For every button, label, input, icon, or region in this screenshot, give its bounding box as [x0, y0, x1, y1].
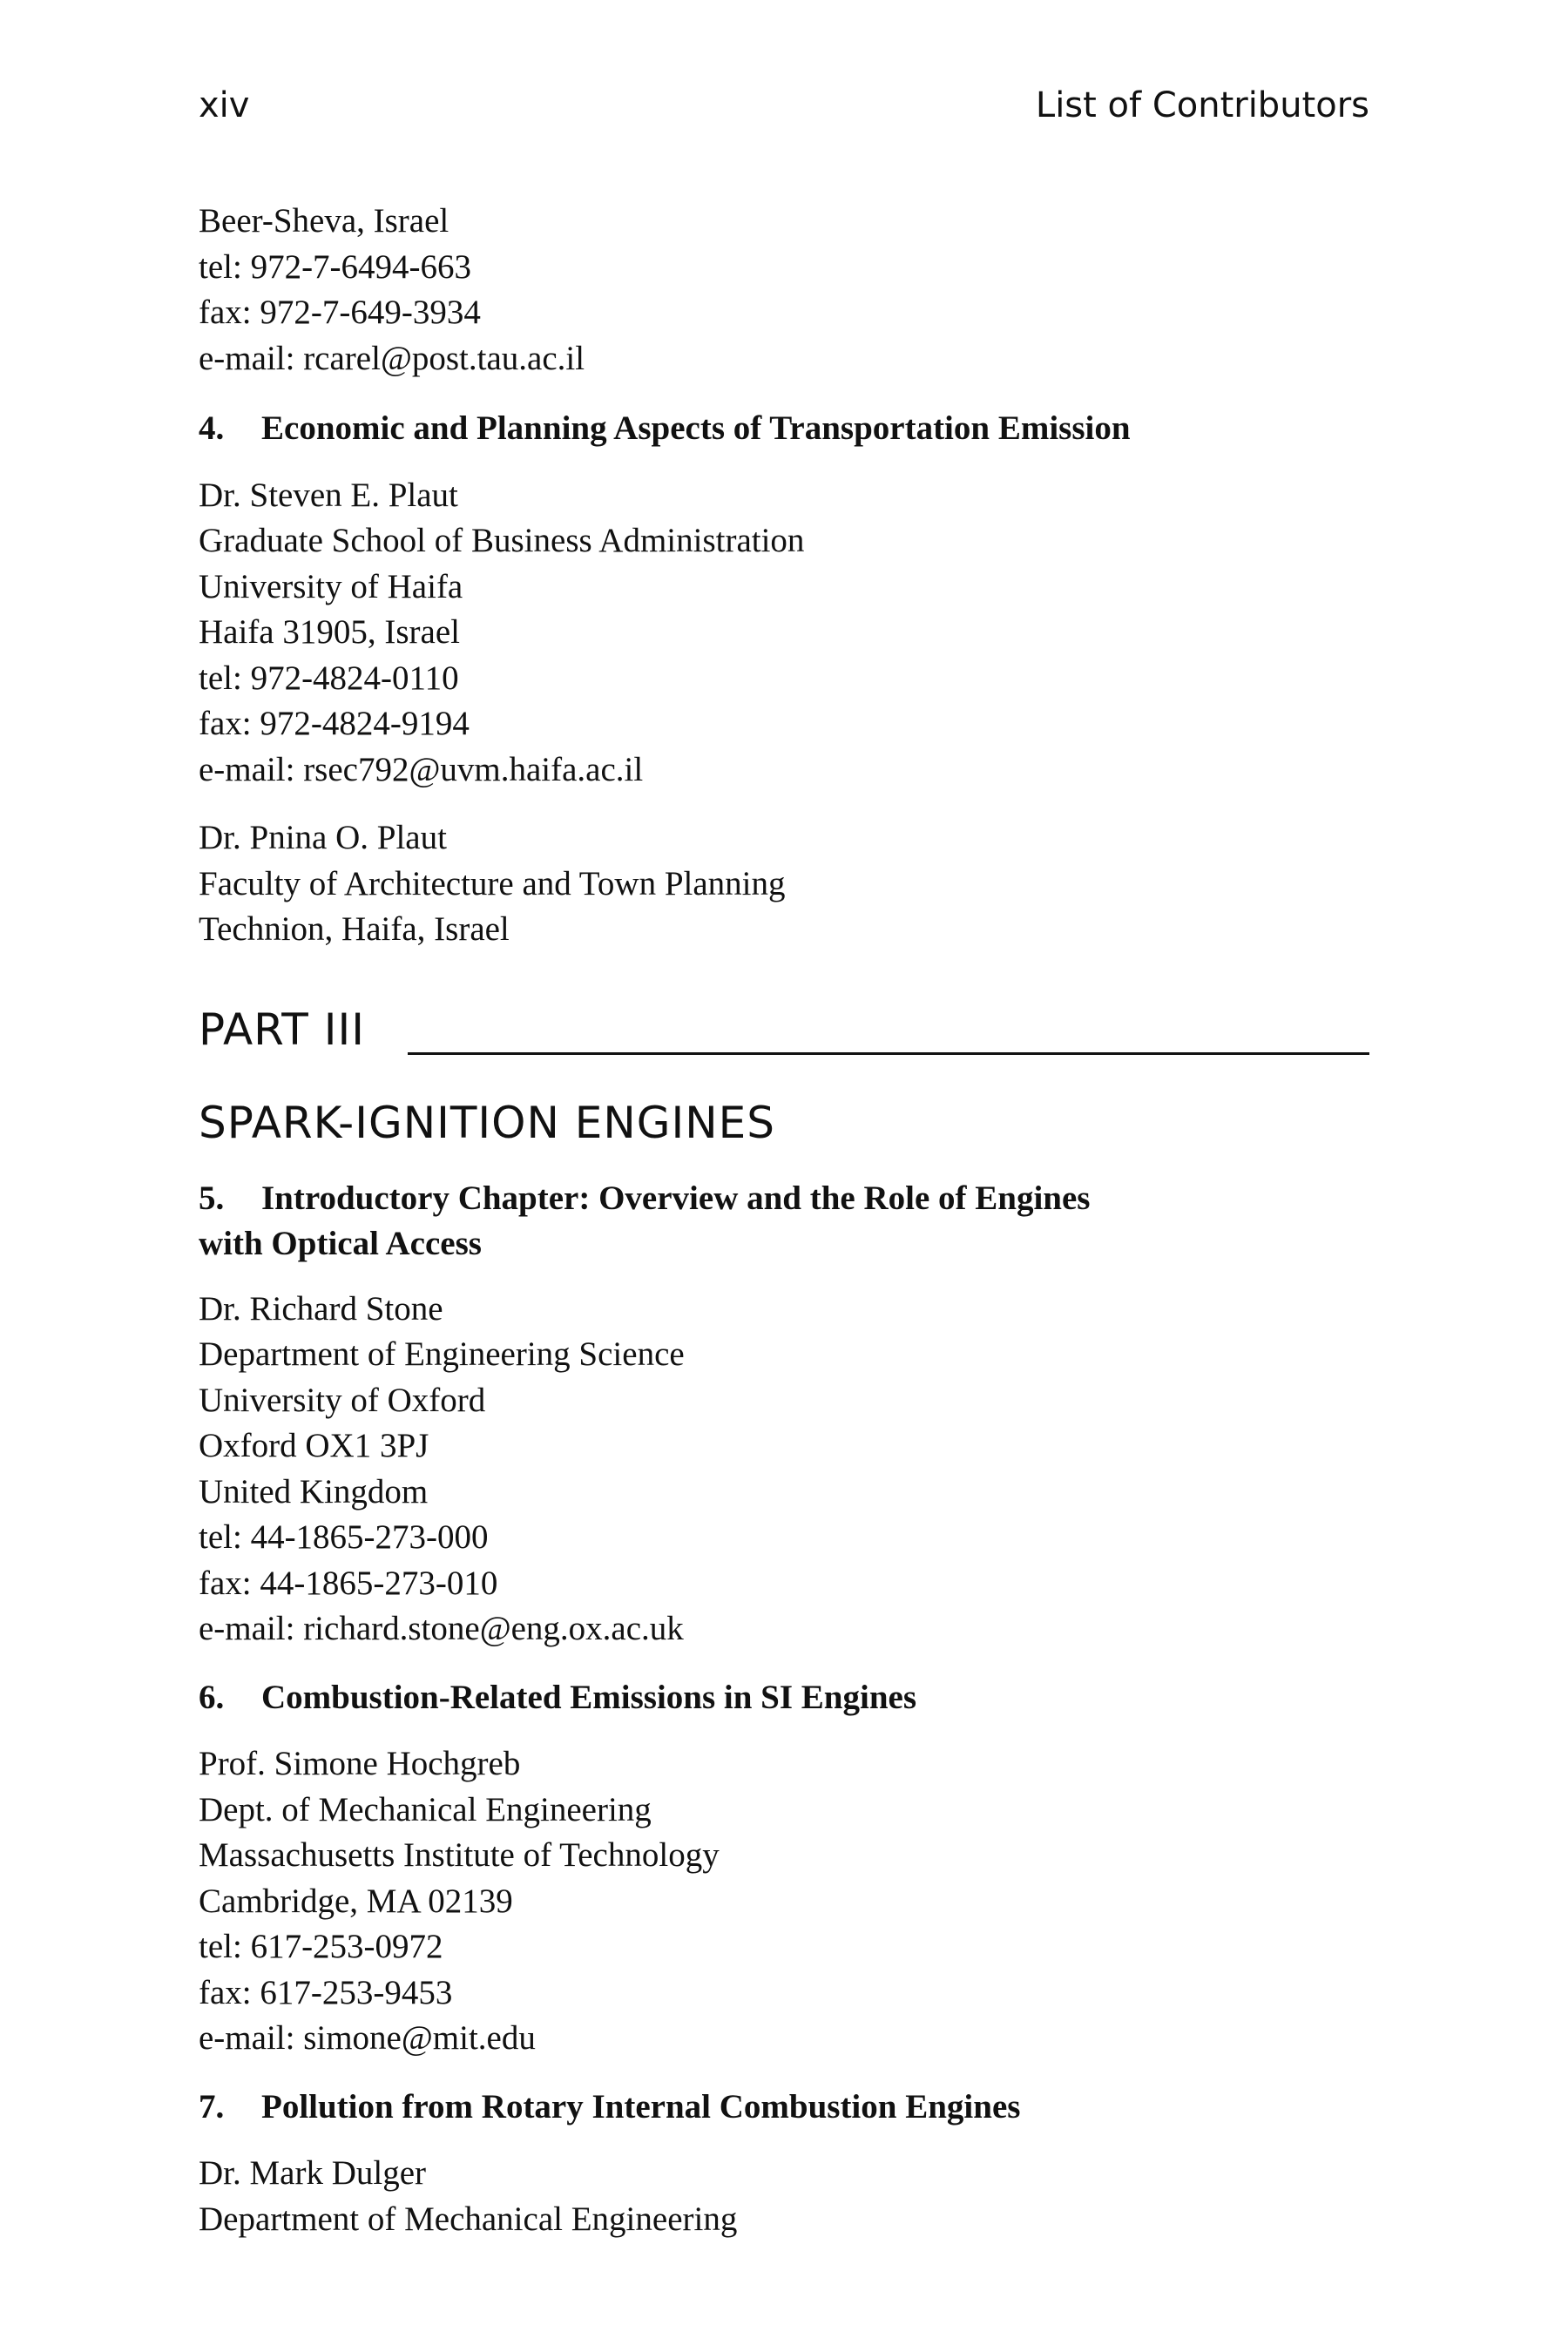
fax-line: fax: 972-4824-9194	[199, 705, 470, 742]
address-line: Cambridge, MA 02139	[199, 1882, 513, 1920]
running-head: List of Contributors	[1035, 85, 1369, 125]
affiliation-line: Department of Mechanical Engineering	[199, 2200, 738, 2238]
contributor-name: Dr. Pnina O. Plaut	[199, 819, 447, 856]
chapter-title: Economic and Planning Aspects of Transportation Emission	[261, 409, 1131, 447]
contributor-name: Dr. Richard Stone	[199, 1289, 443, 1328]
chapter-title: Introductory Chapter: Overview and the Role of Engines	[261, 1179, 1091, 1217]
tel-line: tel: 972-4824-0110	[199, 659, 459, 697]
email-line: e-mail: rcarel@post.tau.ac.il	[199, 339, 585, 377]
page-number: xiv	[199, 85, 250, 125]
chapter-number: 5.	[199, 1179, 225, 1217]
affiliation-line: Department of Engineering Science	[199, 1335, 685, 1373]
tel-line: tel: 972-7-6494-663	[199, 247, 472, 286]
contributor-name: Dr. Mark Dulger	[199, 2154, 427, 2192]
contributor-name: Dr. Steven E. Plaut	[199, 476, 458, 514]
affiliation-line: Massachusetts Institute of Technology	[199, 1836, 720, 1874]
contributor-plaut-steven	[199, 473, 1369, 794]
contributor-plaut-pnina	[199, 815, 1369, 953]
chapter-6-heading	[199, 1675, 1369, 1721]
chapter-number: 7.	[199, 2087, 225, 2126]
chapter-title-continued: with Optical Access	[199, 1225, 482, 1262]
chapter-4-heading	[199, 406, 1369, 452]
page-header	[199, 85, 1369, 146]
affiliation-line: Graduate School of Business Administration	[199, 522, 805, 559]
chapter-5-heading	[199, 1176, 1369, 1267]
contributors-list	[199, 199, 1369, 2242]
part-heading	[199, 1004, 1369, 1077]
address-line: Technion, Haifa, Israel	[199, 910, 510, 948]
part-rule	[408, 1052, 1369, 1055]
affiliation-line: Dept. of Mechanical Engineering	[199, 1790, 652, 1828]
chapter-number: 6.	[199, 1678, 225, 1716]
address-line: Oxford OX1 3PJ	[199, 1427, 429, 1464]
chapter-7-heading	[199, 2085, 1369, 2131]
affiliation-line: University of Haifa	[199, 567, 463, 605]
chapter-title: Combustion-Related Emissions in SI Engines	[261, 1678, 917, 1716]
email-line: e-mail: richard.stone@eng.ox.ac.uk	[199, 1610, 684, 1647]
address-line: United Kingdom	[199, 1472, 429, 1511]
address-line: Haifa 31905, Israel	[199, 613, 460, 651]
continuation-address	[199, 199, 1369, 382]
contributor-dulger	[199, 2151, 1369, 2242]
email-line: e-mail: rsec792@uvm.haifa.ac.il	[199, 750, 644, 788]
chapter-number: 4.	[199, 409, 225, 447]
chapter-title: Pollution from Rotary Internal Combustion Engines	[261, 2087, 1021, 2126]
address-line: Beer-Sheva, Israel	[199, 202, 449, 240]
contributor-hochgreb	[199, 1741, 1369, 2062]
fax-line: fax: 617-253-9453	[199, 1973, 453, 2011]
tel-line: tel: 44-1865-273-000	[199, 1518, 489, 1556]
fax-line: fax: 44-1865-273-010	[199, 1564, 498, 1602]
affiliation-line: University of Oxford	[199, 1381, 486, 1419]
part-title: SPARK-IGNITION ENGINES	[199, 1097, 776, 1148]
tel-line: tel: 617-253-0972	[199, 1928, 443, 1965]
email-line: e-mail: simone@mit.edu	[199, 2019, 536, 2057]
part-label: PART III	[199, 1004, 365, 1055]
affiliation-line: Faculty of Architecture and Town Planning	[199, 864, 786, 902]
contributor-stone	[199, 1287, 1369, 1652]
fax-line: fax: 972-7-649-3934	[199, 294, 481, 331]
contributor-name: Prof. Simone Hochgreb	[199, 1745, 521, 1782]
